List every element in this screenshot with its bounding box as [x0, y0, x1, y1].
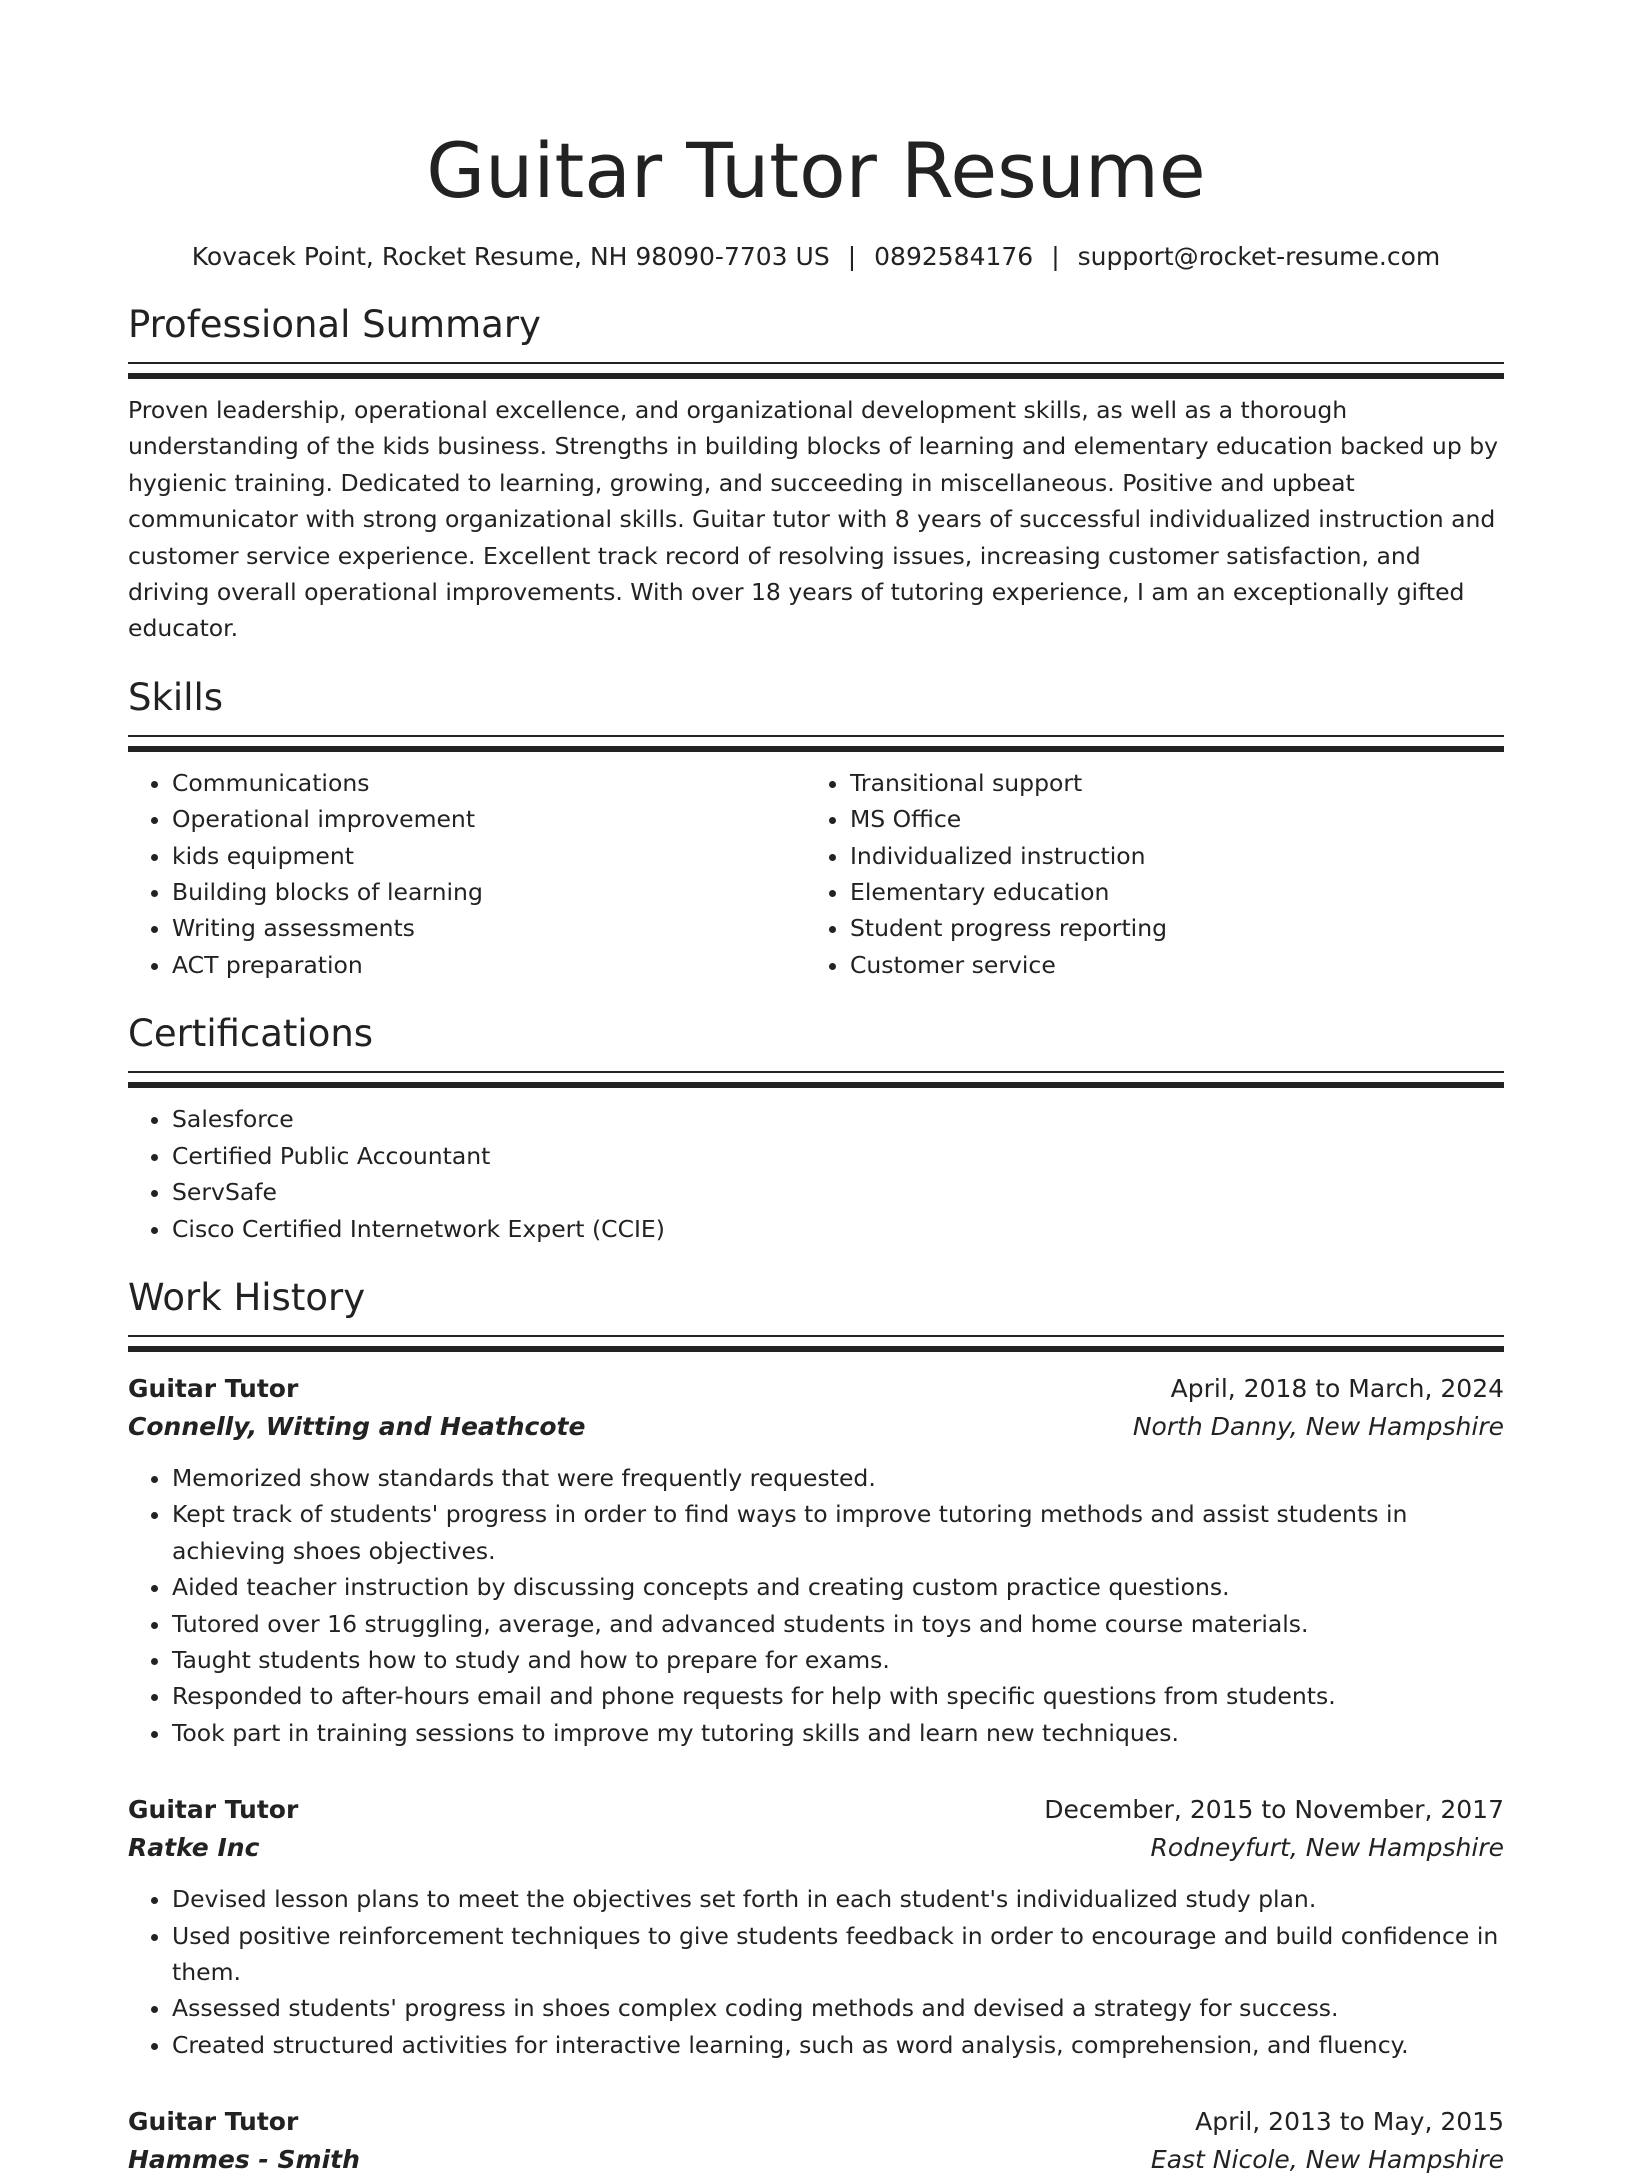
job-title: Guitar Tutor: [128, 1373, 299, 1403]
job-company: Ratke Inc: [128, 1833, 260, 1863]
certifications-list: [128, 1101, 1504, 1247]
section-heading-work-history: Work History: [128, 1275, 366, 1319]
job-location: Rodneyfurt, New Hampshire: [1150, 1833, 1504, 1863]
job-bullet: • Aided teacher instruction by discussing concepts and creating custom practice questions.: [172, 1569, 1504, 1605]
skill-item: • Student progress reporting: [850, 910, 1484, 946]
job-bullet: • Created structured activities for interactive learning, such as word analysis, comprehension, and fluency.: [172, 2027, 1504, 2063]
contact-email: support@rocket-resume.com: [1077, 242, 1441, 271]
skill-item: • Operational improvement: [172, 801, 806, 837]
job-bullet: • Used positive reinforcement techniques to give students feedback in order to encourage and build confidence in them.: [172, 1918, 1504, 1991]
job-bullet: • Tutored over 16 struggling, average, and advanced students in toys and home course materials.: [172, 1606, 1504, 1642]
summary-section: [128, 300, 1504, 647]
section-heading-skills: Skills: [128, 675, 224, 719]
certifications-section: [128, 1009, 1504, 1247]
job-dates: April, 2018 to March, 2024: [1170, 1373, 1504, 1403]
job-bullet: • Taught students how to study and how to prepare for exams.: [172, 1642, 1504, 1678]
job-bullet: • Memorized show standards that were frequently requested.: [172, 1460, 1504, 1496]
resume-page: [128, 0, 1504, 2179]
resume-title: Guitar Tutor Resume: [426, 126, 1206, 215]
section-heading-certifications: Certifications: [128, 1012, 374, 1056]
job-location: East Nicole, New Hampshire: [1150, 2145, 1504, 2175]
section-heading-summary: Professional Summary: [128, 303, 541, 346]
skill-item: • MS Office: [850, 801, 1484, 837]
job-header: [128, 1791, 1504, 1829]
job-dates: April, 2013 to May, 2015: [1195, 2107, 1504, 2137]
skill-item: • Transitional support: [850, 765, 1484, 801]
job-bullet: • Responded to after-hours email and phone requests for help with specific questions from students.: [172, 1678, 1504, 1714]
job-company: Hammes - Smith: [128, 2145, 360, 2175]
skill-item: • kids equipment: [172, 838, 806, 874]
certification-item: • Cisco Certified Internetwork Expert (CCIE): [172, 1211, 1504, 1247]
job-bullet: • Devised lesson plans to meet the objectives set forth in each student's individualized study plan.: [172, 1881, 1504, 1917]
job-entry: [128, 1370, 1504, 1751]
contact-phone: 0892584176: [874, 242, 1034, 271]
work-history-section: [128, 1273, 1504, 2179]
job-subheader: [128, 1408, 1504, 1446]
contact-address: Kovacek Point, Rocket Resume, NH 98090-7703 US: [191, 242, 830, 271]
skills-grid: [128, 765, 1504, 983]
job-header: [128, 1370, 1504, 1408]
job-subheader: [128, 1829, 1504, 1867]
skills-list-right: [806, 765, 1484, 983]
section-divider: [128, 1335, 1504, 1352]
contact-line: [128, 240, 1504, 274]
job-title: Guitar Tutor: [128, 1795, 299, 1825]
job-bullets: [128, 1460, 1504, 1751]
job-subheader: [128, 2141, 1504, 2179]
job-entry: [128, 1791, 1504, 2063]
job-bullet: • Took part in training sessions to improve my tutoring skills and learn new techniques.: [172, 1715, 1504, 1751]
job-bullet: • Assessed students' progress in shoes complex coding methods and devised a strategy for success.: [172, 1990, 1504, 2026]
contact-separator: |: [847, 242, 857, 271]
section-divider: [128, 735, 1504, 752]
certification-item: • ServSafe: [172, 1174, 1504, 1210]
job-bullets: [128, 1881, 1504, 2063]
skill-item: • ACT preparation: [172, 947, 806, 983]
skill-item: • Customer service: [850, 947, 1484, 983]
section-divider: [128, 1071, 1504, 1088]
skill-item: • Building blocks of learning: [172, 874, 806, 910]
skill-item: • Writing assessments: [172, 910, 806, 946]
job-header: [128, 2103, 1504, 2141]
job-dates: December, 2015 to November, 2017: [1044, 1795, 1504, 1825]
certification-item: • Salesforce: [172, 1101, 1504, 1137]
job-bullet: • Kept track of students' progress in order to find ways to improve tutoring methods and assist students in achieving shoes objectives.: [172, 1496, 1504, 1569]
contact-separator: |: [1051, 242, 1060, 271]
job-entry: [128, 2103, 1504, 2179]
job-location: North Danny, New Hampshire: [1132, 1411, 1504, 1441]
job-company: Connelly, Witting and Heathcote: [128, 1411, 586, 1441]
skills-list-left: [128, 765, 806, 983]
section-divider: [128, 362, 1504, 379]
certification-item: • Certified Public Accountant: [172, 1138, 1504, 1174]
skill-item: • Elementary education: [850, 874, 1484, 910]
job-title: Guitar Tutor: [128, 2107, 299, 2137]
summary-text: Proven leadership, operational excellence, and organizational development skills, as well as a thorough understanding of the kids business. Strengths in building blocks of learning and elementary education backed up by hygienic training. Dedicated to learning, growing, and succeeding in miscellaneous. Positive and upbeat communicator with strong organizational skills. Guitar tutor with 8 years of successful individualized instruction and customer service experience. Excellent track record of resolving issues, increasing customer satisfaction, and driving overall operational improvements. With over 18 years of tutoring experience, I am an exceptionally gifted educator.: [128, 396, 1499, 643]
skill-item: • Individualized instruction: [850, 838, 1484, 874]
skills-section: [128, 673, 1504, 983]
skill-item: • Communications: [172, 765, 806, 801]
